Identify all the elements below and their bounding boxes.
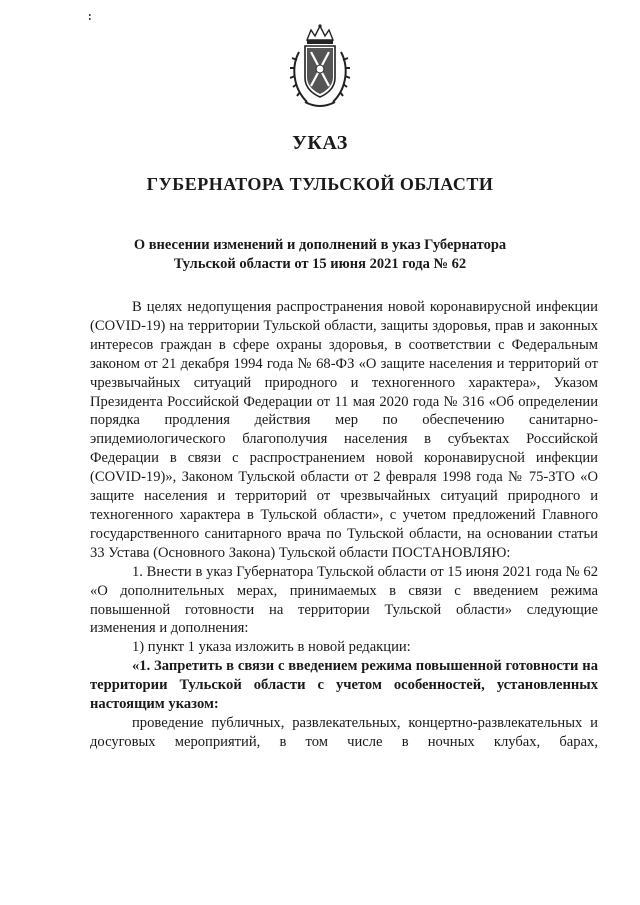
coat-of-arms-emblem — [285, 22, 355, 112]
subclause-1-paragraph: 1) пункт 1 указа изложить в новой редакции: — [132, 639, 411, 656]
document-subject — [0, 236, 640, 274]
subject-line-2: Тульской области от 15 июня 2021 года № 62 — [173, 256, 467, 272]
clause-1-paragraph: 1. Внести в указ Губернатора Тульской области от 15 июня 2021 года № 62 «О дополнительных мерах, принимаемых в связи с введением режима повышенной готовности на территории Тульской области» следующие изменения и дополнения: — [90, 563, 598, 637]
document-issuer: ГУБЕРНАТОРА ТУЛЬСКОЙ ОБЛАСТИ — [146, 174, 494, 194]
document-title: УКАЗ — [292, 132, 348, 154]
scan-mark — [88, 14, 92, 22]
document-body — [90, 298, 598, 752]
preamble-paragraph: В целях недопущения распространения новой коронавирусной инфекции (COVID-19) на территории Тульской области, защиты здоровья, прав и законных интересов граждан в сфере охраны здоровья, в соответствии с Федеральным законом от 21 декабря 1994 года № 68-ФЗ «О защите населения и территорий от чрезвычайных ситуаций природного и техногенного характера», Указом Президента Российской Федерации от 11 мая 2020 года № 316 «Об определении порядка продления действия мер по обеспечению санитарно-эпидемиологического благополучия населения в субъектах Российской Федерации в связи с распространением новой коронавирусной инфекции (COVID-19)», Законом Тульской области от 2 февраля 1998 года № 75-ЗТО «О защите населения и территорий от чрезвычайных ситуаций природного и техногенного характера в Тульской области», с учетом предложений Главного государственного санитарного врача по Тульской области, на основании статьи 33 Устава (Основного Закона) Тульской области ПОСТАНОВЛЯЮ: — [90, 299, 598, 561]
subject-line-1: О внесении изменений и дополнений в указ Губернатора — [133, 237, 507, 253]
new-clause-1-paragraph: «1. Запретить в связи с введением режима повышенной готовности на территории Тульской области с учетом особенностей, установленных настоящим указом: — [90, 658, 598, 713]
events-paragraph: проведение публичных, развлекательных, концертно-развлекательных и досуговых мероприятий, в том числе в ночных клубах, барах, — [90, 714, 598, 750]
